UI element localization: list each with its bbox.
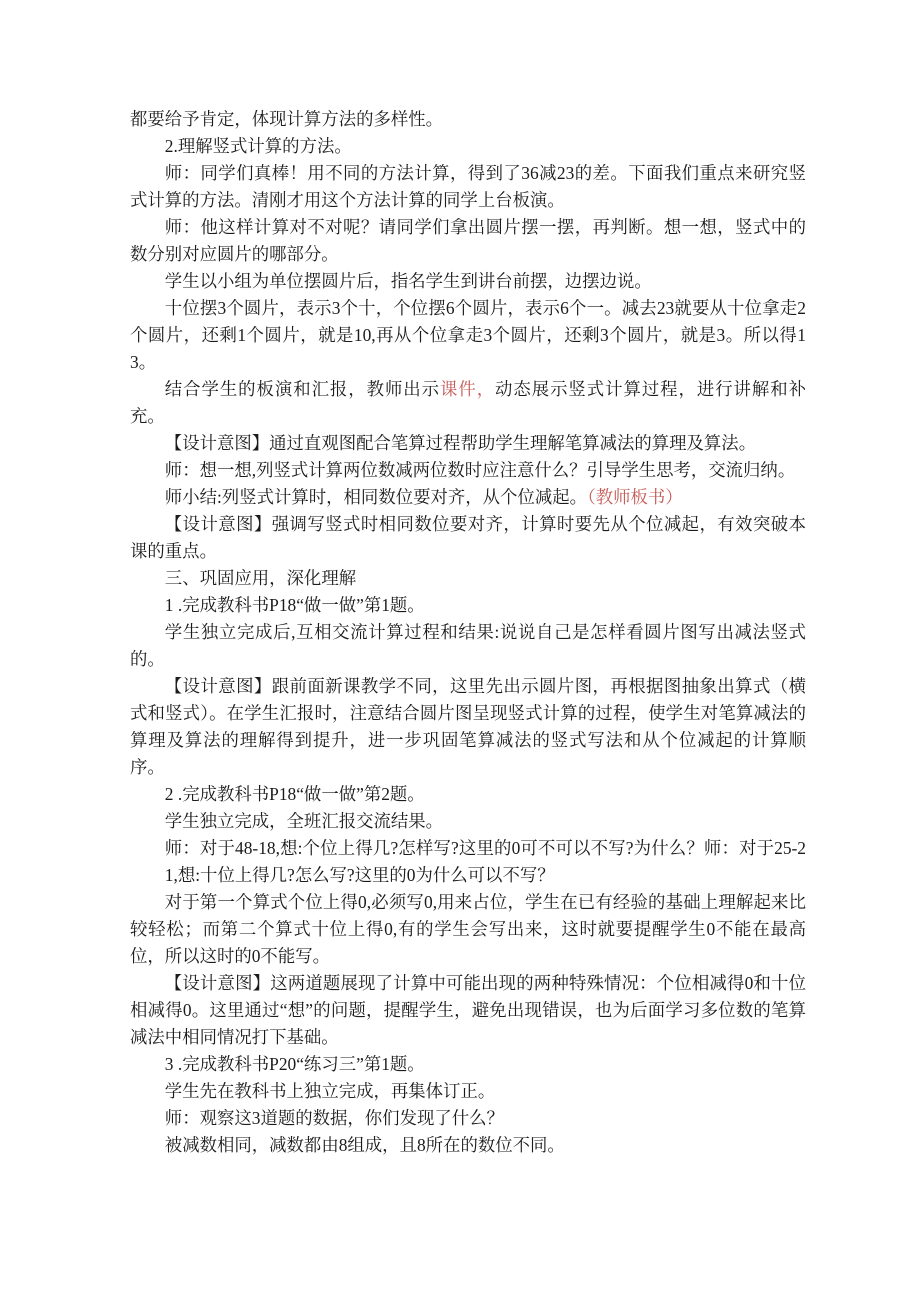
paragraph-teacher-summary (165, 484, 806, 511)
paragraph-tail-affirm-methods (130, 106, 806, 133)
paragraph-zero-discussion (130, 889, 806, 970)
highlight-board-writing-red: （教师板书） (587, 487, 683, 507)
paragraph-text: 1 .完成教科书P18“做一做”第1题。 (164, 595, 425, 615)
paragraph-text: 2 .完成教科书P18“做一做”第2题。 (164, 784, 425, 804)
paragraph-text: 学生先在教科书上独立完成，再集体订正。 (164, 1081, 496, 1101)
paragraph-section-3-heading (130, 565, 806, 592)
paragraph-text: 师小结:列竖式计算时，相同数位要对齐，从个位减起。 (164, 487, 588, 507)
paragraph-exercise-1-title (130, 592, 806, 619)
paragraph-teacher-zero-questions (165, 835, 806, 889)
paragraph-text: 学生以小组为单位摆圆片后，指名学生到讲台前摆，边摆边说。 (164, 271, 652, 291)
highlight-courseware-red: 课件， (440, 379, 496, 399)
paragraph-text: 三、巩固应用，深化理解 (164, 568, 357, 588)
paragraph-counters-explanation (130, 295, 806, 376)
document-body (130, 106, 806, 1159)
paragraph-text: 【设计意图】强调写竖式时相同数位要对齐，计算时要先从个位减起，有效突破本课的重点。 (130, 514, 806, 561)
paragraph-courseware-demo (130, 376, 806, 430)
paragraph-text: 师：同学们真棒！用不同的方法计算，得到了36减23的差。下面我们重点来研究竖式计算的方法。清刚才用这个方法计算的同学上台板演。 (130, 163, 806, 210)
paragraph-teacher-think-question (165, 457, 806, 484)
paragraph-text: 【设计意图】通过直观图配合笔算过程帮助学生理解笔算减法的算理及算法。 (164, 433, 757, 453)
paragraph-text: 【设计意图】跟前面新课教学不同，这里先出示圆片图，再根据图抽象出算式（横式和竖式）。在学生汇报时，注意结合圆片图呈现竖式计算的过程，使学生对笔算减法的算理及算法的理解得到提升，进一步巩固笔算减法的竖式写法和从个位减起的计算顺序。 (130, 676, 806, 777)
paragraph-exercise-3-instructions (130, 1078, 806, 1105)
paragraph-text: 师：观察这3道题的数据，你们发现了什么？ (164, 1108, 504, 1128)
paragraph-text: 2.理解竖式计算的方法。 (164, 136, 352, 156)
paragraph-teacher-praise (130, 160, 806, 214)
paragraph-exercise-3-title (130, 1051, 806, 1078)
paragraph-teacher-observe-question (130, 1105, 806, 1132)
paragraph-design-intent-3 (130, 673, 806, 781)
paragraph-text: 动态展示竖式计算过程，进行讲解和补充。 (130, 379, 806, 426)
paragraph-exercise-1-instructions (130, 619, 806, 673)
paragraph-text: 学生独立完成，全班汇报交流结果。 (164, 811, 444, 831)
paragraph-text: 师：他这样计算对不对呢？请同学们拿出圆片摆一摆，再判断。想一想，竖式中的数分别对应圆片的哪部分。 (130, 217, 806, 264)
paragraph-text: 【设计意图】这两道题展现了计算中可能出现的两种特殊情况：个位相减得0和十位相减得0。这里通过“想”的问题，提醒学生，避免出现错误，也为后面学习多位数的笔算减法中相同情况打下基础。 (130, 973, 806, 1047)
paragraph-text: 结合学生的板演和汇报，教师出示 (164, 379, 440, 399)
paragraph-text: 被减数相同，减数都由8组成，且8所在的数位不同。 (164, 1135, 565, 1155)
paragraph-text: 都要给予肯定，体现计算方法的多样性。 (130, 109, 444, 129)
paragraph-section-2-heading (130, 133, 806, 160)
paragraph-text: 3 .完成教科书P20“练习三”第1题。 (164, 1054, 425, 1074)
paragraph-text: 十位摆3个圆片，表示3个十，个位摆6个圆片，表示6个一。减去23就要从十位拿走2个圆片，还剩1个圆片，就是10,再从个位拿走3个圆片，还剩3个圆片，就是3。所以得13。 (130, 298, 806, 372)
paragraph-design-intent-4 (130, 970, 806, 1051)
paragraph-group-activity (130, 268, 806, 295)
paragraph-observation-answer (130, 1132, 806, 1159)
paragraph-exercise-2-instructions (130, 808, 806, 835)
paragraph-text: 对于第一个算式个位上得0,必须写0,用来占位，学生在已有经验的基础上理解起来比较轻松；而第二个算式十位上得0,有的学生会写出来，这时就要提醒学生0不能在最高位，所以这时的0不能写。 (130, 892, 806, 966)
paragraph-exercise-2-title (130, 781, 806, 808)
paragraph-design-intent-1 (130, 430, 806, 457)
paragraph-design-intent-2 (130, 511, 806, 565)
paragraph-text: 师：想一想,列竖式计算两位数减两位数时应注意什么？引导学生思考，交流归纳。 (164, 460, 796, 480)
paragraph-text: 学生独立完成后,互相交流计算过程和结果:说说自己是怎样看圆片图写出减法竖式的。 (130, 622, 806, 669)
paragraph-text: 师：对于48-18,想:个位上得几?怎样写?这里的0可不可以不写?为什么？师：对于25-21,想:十位上得几?怎么写?这里的0为什么可以不写？ (164, 838, 806, 885)
paragraph-teacher-check-question (130, 214, 806, 268)
